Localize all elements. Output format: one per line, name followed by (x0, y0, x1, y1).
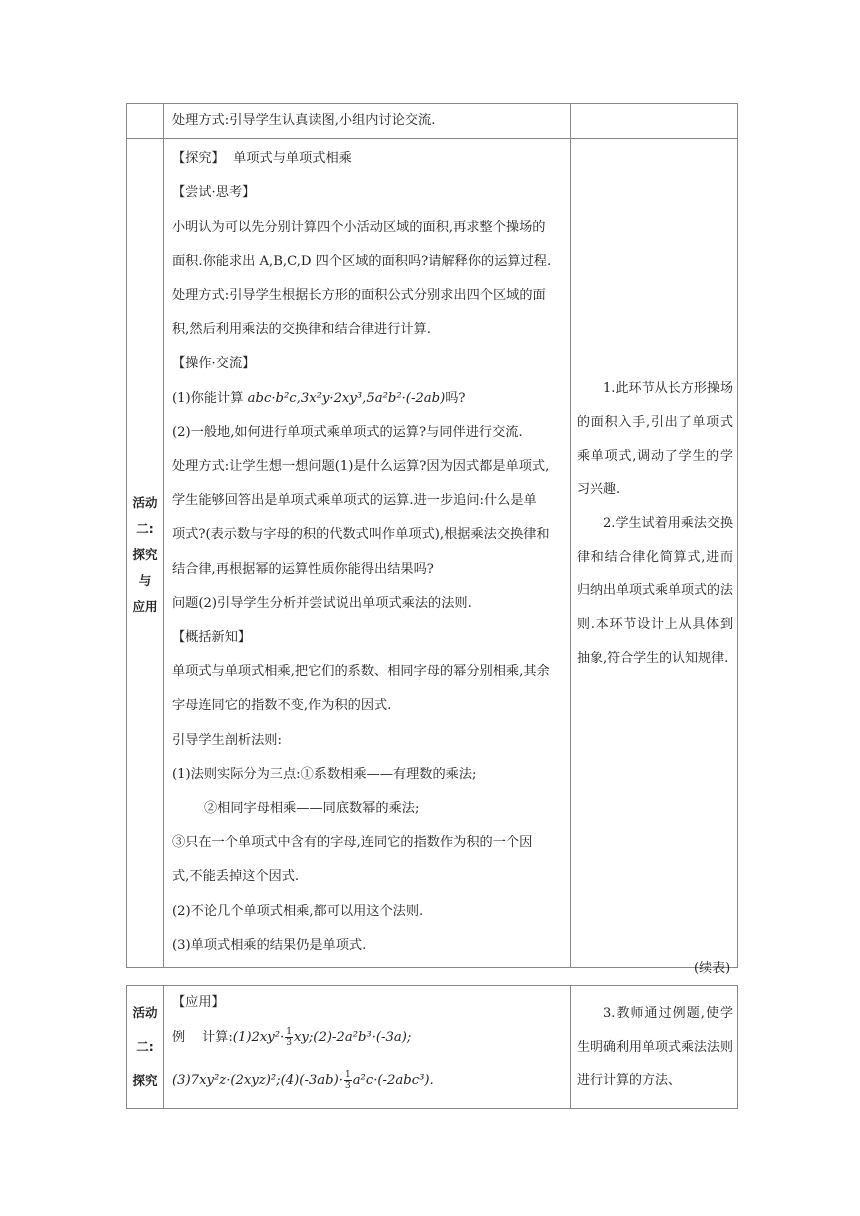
text-line: 面积.你能求出 A,B,C,D 四个区域的面积吗?请解释你的运算过程. (172, 253, 552, 269)
activity-label-cell (127, 139, 164, 968)
lesson-table-2 (126, 985, 738, 1109)
table-cell (571, 104, 738, 139)
design-note-2: 2.学生试着用乘法交换律和结合律化简算式,进而归纳出单项式乘单项式的法则.本环节设计上从具体到抽象,符合学生的认知规律. (577, 516, 734, 666)
rule-text: 字母连同它的指数不变,作为积的因式. (172, 698, 392, 714)
activity-label-line: 与 (138, 573, 152, 589)
text-line: 引导学生剖析法则: (172, 732, 282, 748)
text-line: 项式?(表示数与字母的积的代数式叫作单项式),根据乘法交换律和 (172, 527, 550, 543)
table-row (127, 986, 738, 1109)
math-expression: abc·b²c,3x²y·2xy³,5a²b²·(-2ab) (247, 390, 446, 406)
content-cell (164, 139, 571, 968)
fraction: $\frac{1}{3}$ (344, 1070, 351, 1091)
rule-point: (1)法则实际分为三点:①系数相乘——有理数的乘法; (172, 766, 477, 782)
table-cell (127, 104, 164, 139)
example-line-1: 例 计算:(1)2xy²· $\frac{1}{3}$ xy;(2)-2a²b³·(-3a); (172, 1027, 412, 1048)
activity-label-line: 应用 (132, 599, 158, 615)
text-line: 小明认为可以先分别计算四个小活动区域的面积,再求整个操场的 (172, 219, 546, 235)
table-row (127, 104, 738, 139)
activity-label-line: 活动 (132, 495, 158, 511)
text-line: 学生能够回答出是单项式乘单项式的运算.进一步追问:什么是单 (172, 493, 537, 509)
activity-label-line: 探究 (132, 547, 158, 563)
rule-point: (2)不论几个单项式相乘,都可以用这个法则. (172, 903, 424, 919)
notes-cell (571, 986, 738, 1109)
text-line: 处理方式:让学生想一想问题(1)是什么运算?因为因式都是单项式, (172, 459, 550, 475)
activity-label-line: 二: (136, 1039, 154, 1054)
subheading: 【尝试·思考】 (172, 185, 256, 201)
activity-label-line: 二: (136, 521, 154, 537)
question-1: (1)你能计算 abc·b²c,3x²y·2xy³,5a²b²·(-2ab)吗? (172, 390, 466, 406)
example-line-2: (3)7xy²z·(2xyz)²;(4)(-3ab)· $\frac{1}{3}$ a²c·(-2abc³). (172, 1070, 434, 1091)
text-line: 处理方式:引导学生根据长方形的面积公式分别求出四个区域的面 (172, 288, 546, 304)
subheading: 【应用】 (172, 995, 225, 1010)
rule-point: ②相同字母相乘——同底数幂的乘法; (204, 801, 420, 817)
activity-label-line: 活动 (132, 1005, 158, 1020)
activity-label-line: 探究 (132, 1073, 158, 1088)
process-note: 处理方式:引导学生认真读图,小组内讨论交流. (172, 113, 436, 128)
rule-point: (3)单项式相乘的结果仍是单项式. (172, 937, 367, 953)
table-cell (164, 104, 571, 139)
subheading: 【操作·交流】 (172, 356, 256, 372)
notes-cell (571, 139, 738, 968)
continued-label: (续表) (694, 961, 731, 976)
text-line: 积,然后利用乘法的交换律和结合律进行计算. (172, 322, 431, 338)
table-row (127, 139, 738, 968)
question-2: (2)一般地,如何进行单项式乘单项式的运算?与同伴进行交流. (172, 424, 523, 440)
section-heading: 【探究】 单项式与单项式相乘 (172, 151, 352, 167)
rule-text: 单项式与单项式相乘,把它们的系数、相同字母的幂分别相乘,其余 (172, 664, 550, 680)
rule-point: ③只在一个单项式中含有的字母,连同它的指数作为积的一个因 (172, 835, 533, 851)
text-line: 问题(2)引导学生分析并尝试说出单项式乘法的法则. (172, 595, 472, 611)
fraction: $\frac{1}{3}$ (286, 1027, 292, 1048)
design-note-1: 1.此环节从长方形操场的面积入手,引出了单项式乘单项式,调动了学生的学习兴趣. (577, 381, 733, 498)
subheading: 【概括新知】 (172, 630, 252, 646)
lesson-table-1 (126, 103, 738, 968)
design-note-3: 3.教师通过例题,使学生明确利用单项式乘法法则进行计算的方法、 (577, 1006, 734, 1089)
activity-label-cell (127, 986, 164, 1109)
rule-point: 式,不能丢掉这个因式. (172, 869, 300, 885)
content-cell (164, 986, 571, 1109)
text-line: 结合律,再根据幂的运算性质你能得出结果吗? (172, 561, 434, 577)
